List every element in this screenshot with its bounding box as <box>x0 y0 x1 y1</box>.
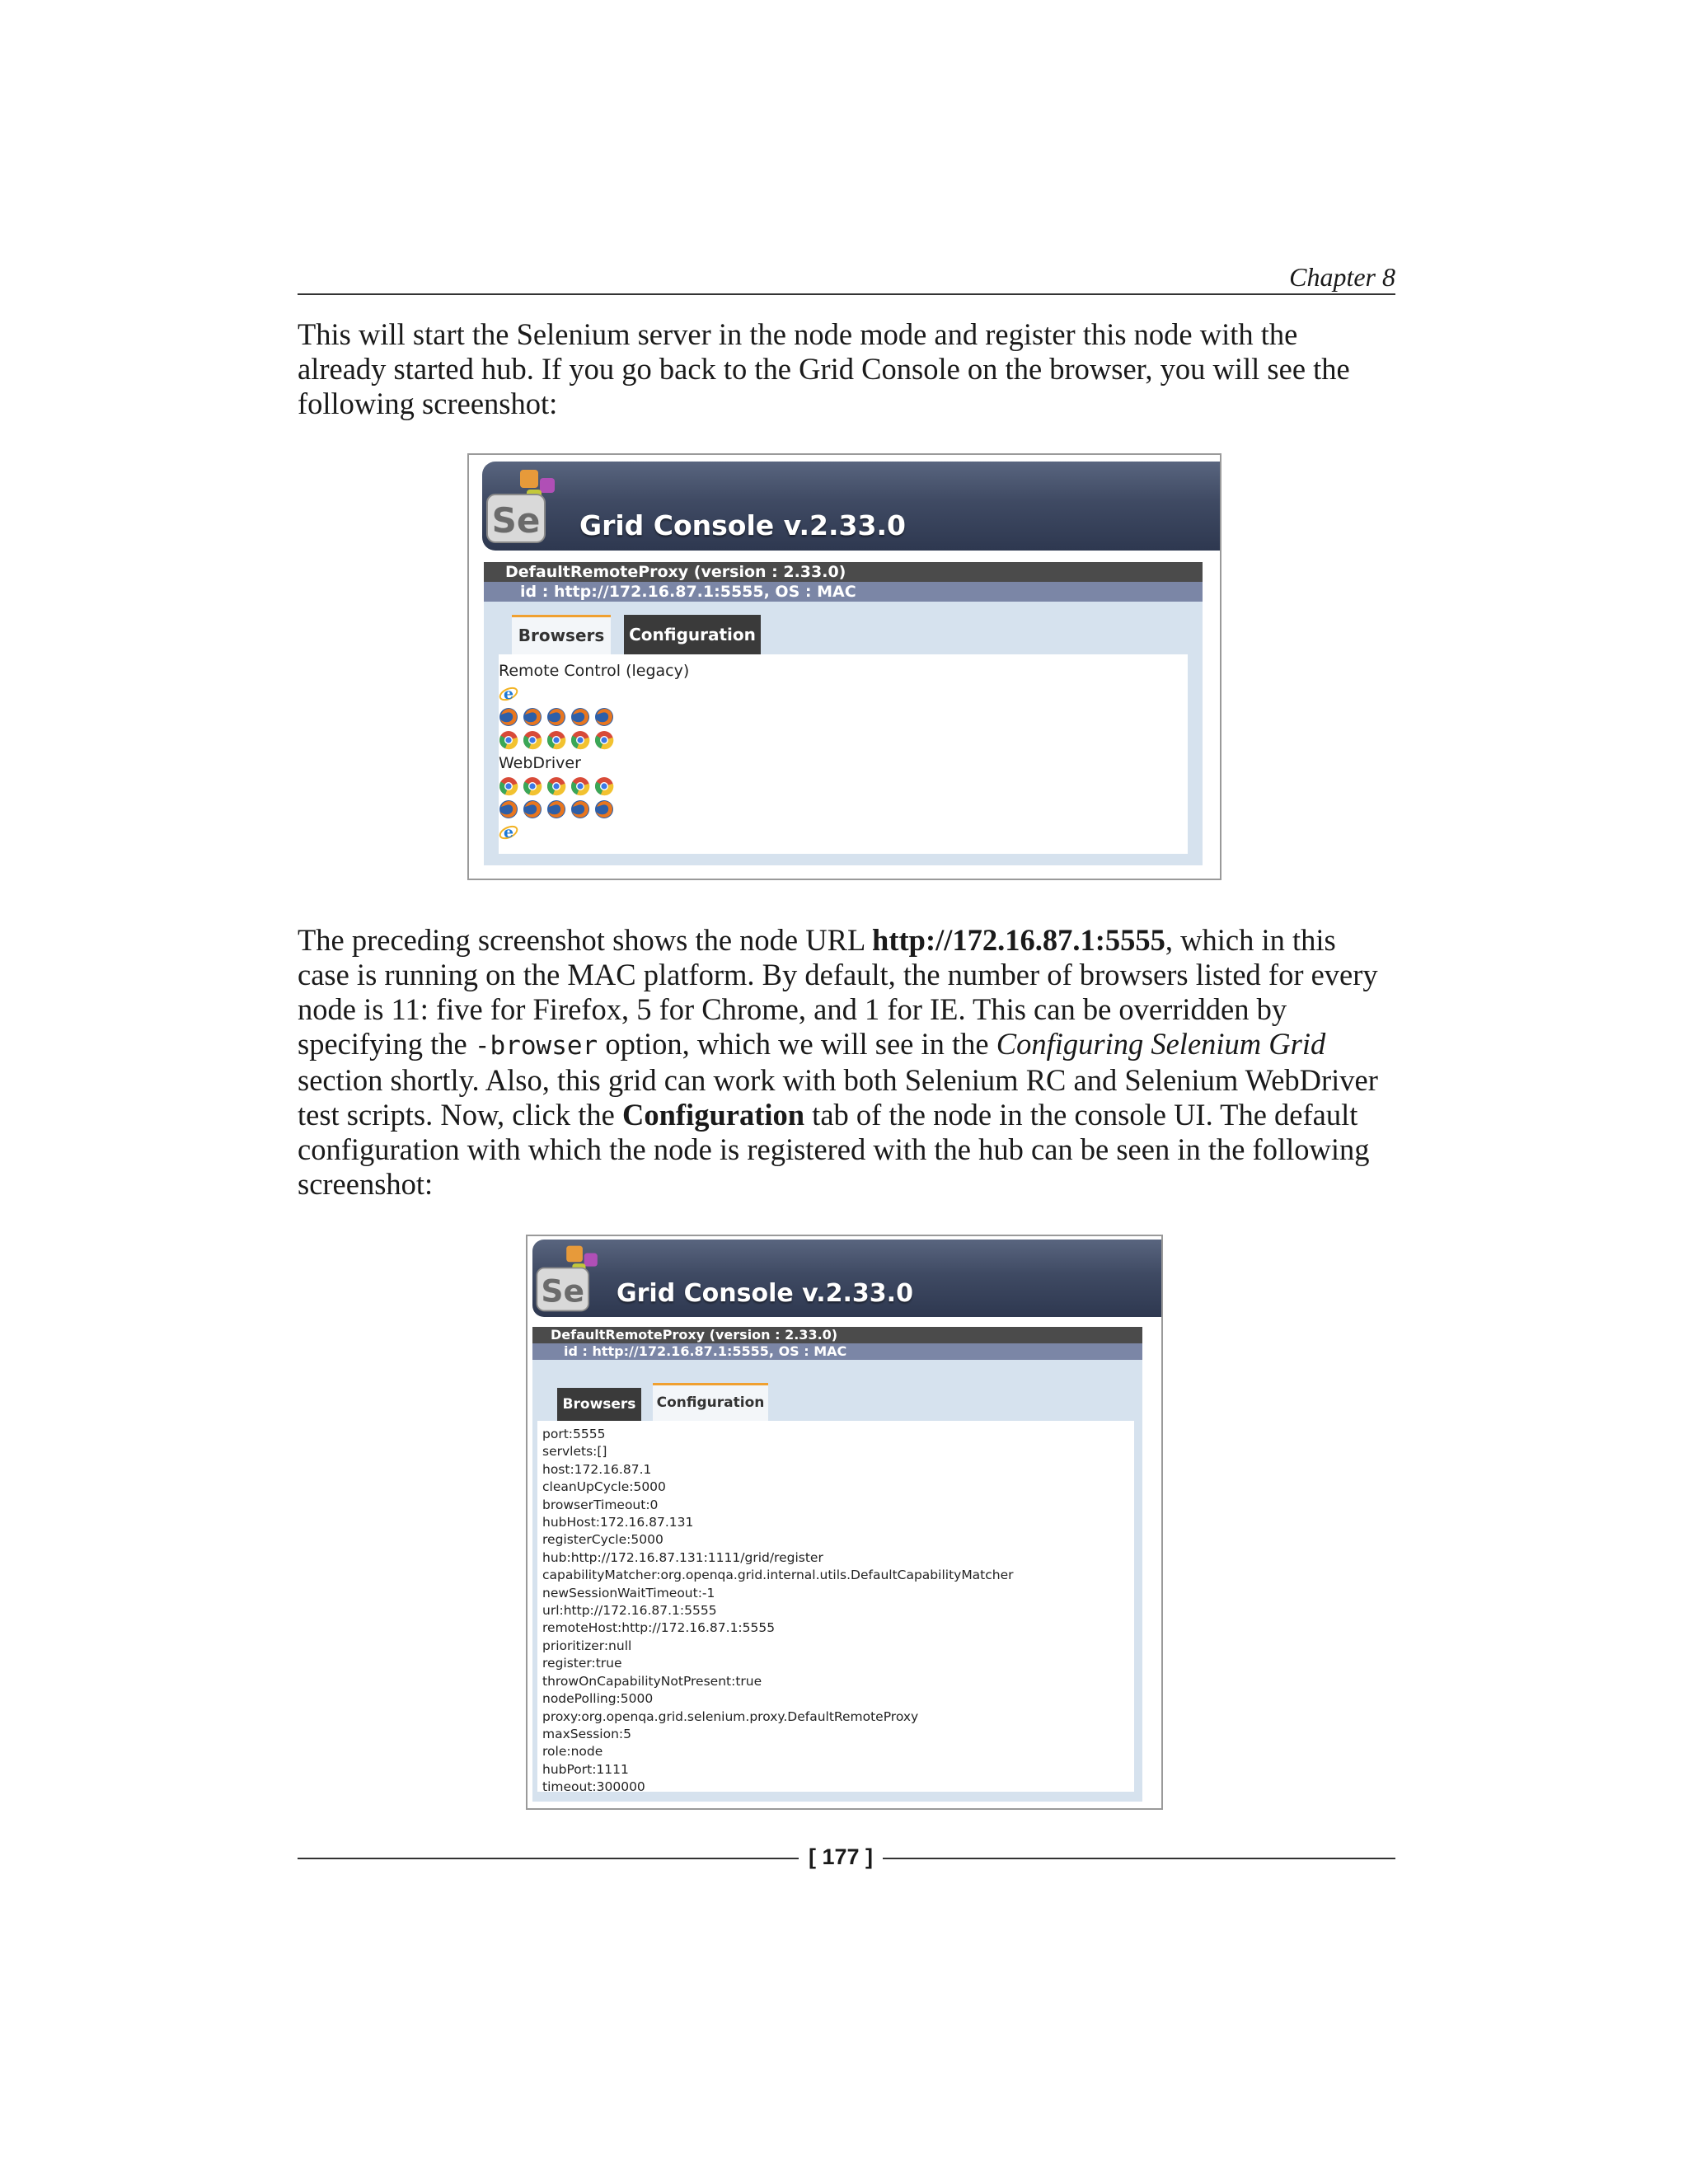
config-line: hubPort:1111 <box>542 1761 629 1777</box>
config-line: port:5555 <box>542 1427 606 1441</box>
chrome-icon <box>594 730 614 750</box>
grid-console-title: Grid Console v.2.33.0 <box>617 1279 913 1308</box>
firefox-icon <box>523 799 542 819</box>
section-remote-control: Remote Control (legacy) <box>499 662 690 680</box>
footer-rule-right <box>883 1858 1395 1859</box>
config-line: proxy:org.openqa.grid.selenium.proxy.DefaultRemoteProxy <box>542 1708 919 1724</box>
firefox-icon <box>570 799 590 819</box>
config-line: maxSession:5 <box>542 1726 631 1741</box>
chrome-icon <box>523 730 542 750</box>
proxy-id: id : http://172.16.87.1:5555, OS : MAC <box>484 582 1203 602</box>
node-url: http://172.16.87.1:5555 <box>872 923 1165 957</box>
config-line: host:172.16.87.1 <box>542 1461 652 1477</box>
config-line: browserTimeout:0 <box>542 1497 659 1512</box>
configuration-term: Configuration <box>621 1098 805 1132</box>
chrome-icon <box>546 730 566 750</box>
config-line: prioritizer:null <box>542 1638 632 1653</box>
config-line: nodePolling:5000 <box>542 1691 654 1707</box>
selenium-logo-icon <box>482 466 561 546</box>
firefox-icon <box>546 799 566 819</box>
paragraph-intro: This will start the Selenium server in the node mode and register this node with the already started hub. If you go back to the Grid Console on the browser, you will see the following screenshot: <box>298 317 1350 420</box>
chrome-icon <box>523 776 542 796</box>
browser-option: -browser <box>474 1031 598 1061</box>
footer-rule-left <box>298 1858 799 1859</box>
config-line: role:node <box>542 1744 603 1760</box>
tab-configuration[interactable]: Configuration <box>653 1383 768 1421</box>
chrome-icon <box>570 730 590 750</box>
header-rule <box>298 293 1395 295</box>
chrome-icon <box>546 776 566 796</box>
node-panel <box>532 1360 1142 1802</box>
running-head: Chapter 8 <box>1289 262 1395 292</box>
chrome-icon <box>499 730 518 750</box>
grid-console-header <box>532 1240 1161 1317</box>
browser-icon-row <box>499 775 1188 798</box>
webdriver-browser-icons <box>499 775 1188 844</box>
config-line: servlets:[] <box>542 1444 607 1460</box>
page-number: [ 177 ] <box>808 1844 874 1869</box>
config-line: url:http://172.16.87.1:5555 <box>542 1603 717 1619</box>
ie-icon <box>499 684 518 704</box>
chrome-icon <box>499 776 518 796</box>
config-line: cleanUpCycle:5000 <box>542 1479 666 1495</box>
section-reference: Configuring Selenium Grid <box>996 1027 1326 1061</box>
config-line: throwOnCapabilityNotPresent:true <box>542 1673 762 1689</box>
chrome-icon <box>570 776 590 796</box>
browsers-content <box>499 654 1188 854</box>
grid-console-header <box>482 462 1220 551</box>
browser-icon-row <box>499 682 1188 705</box>
logo-text: Se <box>491 500 541 541</box>
tab-configuration[interactable]: Configuration <box>624 615 761 654</box>
config-line: timeout:300000 <box>542 1779 645 1795</box>
browser-icon-row <box>499 705 1188 729</box>
firefox-icon <box>499 707 518 727</box>
node-panel <box>484 602 1203 865</box>
firefox-icon <box>570 707 590 727</box>
proxy-header <box>532 1327 1142 1360</box>
firefox-icon <box>594 799 614 819</box>
proxy-version: DefaultRemoteProxy (version : 2.33.0) <box>484 562 1203 582</box>
configuration-content <box>537 1421 1134 1795</box>
rc-browser-icons <box>499 682 1188 752</box>
firefox-icon <box>594 707 614 727</box>
screenshot-browsers-tab <box>467 453 1221 880</box>
logo-text: Se <box>541 1272 585 1310</box>
config-line: hubHost:172.16.87.131 <box>542 1515 694 1530</box>
tab-browsers[interactable]: Browsers <box>512 615 611 654</box>
firefox-icon <box>546 707 566 727</box>
grid-console-title: Grid Console v.2.33.0 <box>579 509 906 541</box>
svg-text:e: e <box>503 823 514 841</box>
config-line: remoteHost:http://172.16.87.1:5555 <box>542 1620 776 1636</box>
tab-browsers[interactable]: Browsers <box>557 1388 641 1421</box>
config-line: newSessionWaitTimeout:-1 <box>542 1585 715 1601</box>
paragraph-explanation: The preceding screenshot shows the node URL http://172.16.87.1:5555, which in this case is running on the MAC platform. By default, the number of browsers listed for every node is 11: five for Firefox, 5 for Chrome, and 1 for IE. This can be overridden by specifying the -browser option, which we will see in the Configuring Selenium Grid section shortly. Also, this grid can work with both Selenium RC and Selenium WebDriver test scripts. Now, click the Configuration tab of the node in the console UI. The default configuration with which the node is registered with the hub can be seen in the following screenshot: <box>298 923 1378 1201</box>
ie-icon <box>499 823 518 842</box>
browser-icon-row <box>499 821 1188 844</box>
browser-icon-row <box>499 729 1188 752</box>
selenium-logo-icon <box>532 1243 603 1314</box>
screenshot-configuration-tab <box>526 1235 1163 1810</box>
config-line: registerCycle:5000 <box>542 1532 663 1548</box>
firefox-icon <box>499 799 518 819</box>
config-line: capabilityMatcher:org.openqa.grid.internal.utils.DefaultCapabilityMatcher <box>542 1568 1014 1583</box>
proxy-version: DefaultRemoteProxy (version : 2.33.0) <box>532 1327 1142 1343</box>
config-line: hub:http://172.16.87.131:1111/grid/register <box>542 1549 823 1565</box>
section-webdriver: WebDriver <box>499 754 581 772</box>
proxy-header <box>484 562 1203 602</box>
proxy-id: id : http://172.16.87.1:5555, OS : MAC <box>532 1343 1142 1360</box>
firefox-icon <box>523 707 542 727</box>
chrome-icon <box>594 776 614 796</box>
config-line: register:true <box>542 1656 622 1671</box>
browser-icon-row <box>499 798 1188 821</box>
svg-text:e: e <box>503 685 514 703</box>
